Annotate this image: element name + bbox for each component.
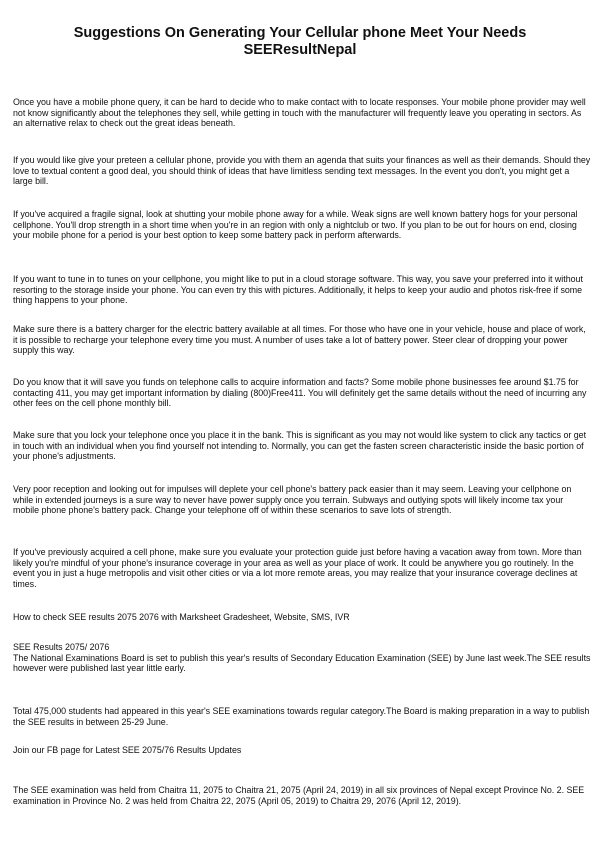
paragraph-exam-dates: The SEE examination was held from Chaitra 11, 2075 to Chaitra 21, 2075 (April 24, 2019) in all six provinces of Nepal except Province No. 2. SEE examination in Province No. 2 was held from Chaitra 22, 2075 (April 05, 2019) to Chaitra 29, 2076 (April 12, 2019). — [13, 785, 585, 806]
paragraph-weak-signal: If you've acquired a fragile signal, look at shutting your mobile phone away for a while. Weak signs are well known battery hogs for your personal cellphone. You'll drop strength in a short time when you're in an region with only a nightclub or two. If you plan to be out for hours on end, closing your mobile phone for a period is your best option to keep some battery pack in perform afterwards. — [13, 209, 578, 240]
paragraph-free411: Do you know that it will save you funds on telephone calls to acquire information and facts? Some mobile phone businesses fee around $1.75 for contacting 411, you may get important information by dialing (800)Free411. You will definitely get the same details without the need of incurring any other fees on the cell phone monthly bill. — [13, 377, 587, 408]
paragraph-preteen-plan: If you would like give your preteen a cellular phone, provide you with them an agenda that suits your finances as well as their demands. Should they love to textual content a good deal, you should think of ideas that have limitless sending text messages. In the event you don't, you might get a large bill. — [13, 155, 591, 186]
paragraph-lock-phone: Make sure that you lock your telephone once you place it in the bank. This is significant as you may not would like system to click any tactics or get in touch with an individual when you find yourself not intending to. Normally, you can get the fasten screen characteristic inside the basic portion of your phone's adjustments. — [13, 430, 587, 461]
paragraph-intro: Once you have a mobile phone query, it can be hard to decide who to make contact with to locate responses. Your mobile phone provider may well not know significantly about the telephones they sell, while getting in touch with the manufacturer will frequently leave you operating in sectors. As an alternative relax to check out the great ideas beneath. — [13, 97, 586, 128]
paragraph-fb-page: Join our FB page for Latest SEE 2075/76 Results Updates — [13, 745, 242, 755]
paragraph-how-to-check: How to check SEE results 2075 2076 with Marksheet Gradesheet, Website, SMS, IVR — [13, 612, 350, 622]
paragraph-total-students: Total 475,000 students had appeared in this year's SEE examinations towards regular category.The Board is making preparation in a way to publish the SEE results in between 25-29 June. — [13, 706, 590, 727]
paragraph-battery-charger: Make sure there is a battery charger for the electric battery available at all times. For those who have one in your vehicle, house and place of work, it is possible to recharge your telephone every time you must. A number of uses take a lot of battery power. Steer clear of dropping your power supply this way. — [13, 324, 586, 355]
paragraph-see-results: SEE Results 2075/ 2076 The National Examinations Board is set to publish this year's results of Secondary Education Examination (SEE) by June last week.The SEE results however were published last year little early. — [13, 642, 591, 673]
paragraph-coverage-guide: If you've previously acquired a cell phone, make sure you evaluate your protection guide just before having a vacation away from town. More than likely you're mindful of your phone's insurance coverage in your area as well as your place of work. It could be anywhere you go routinely. In the event you in just a huge metropolis and visit other cities or via a lot more remote areas, you may realize that your insurance coverage declines at times. — [13, 547, 582, 589]
paragraph-cloud-storage: If you want to tune in to tunes on your cellphone, you might like to put in a cloud storage software. This way, you save your preferred into it without resorting to the storage inside your phone. You can even try this with pictures. Additionally, it helps to keep your audio and photos risk-free if some thing happens to your phone. — [13, 274, 583, 305]
paragraph-poor-reception: Very poor reception and looking out for impulses will deplete your cell phone's battery pack easier than it may seem. Leaving your cellphone on while in extended journeys is a sure way to never have power supply once you terrain. Subways and outlying spots will likely income tax your mobile phone phone's battery pack. Change your telephone off of within these scenarios to save lots of strength. — [13, 484, 572, 515]
page-title: Suggestions On Generating Your Cellular phone Meet Your Needs SEEResultNepal — [73, 25, 527, 58]
